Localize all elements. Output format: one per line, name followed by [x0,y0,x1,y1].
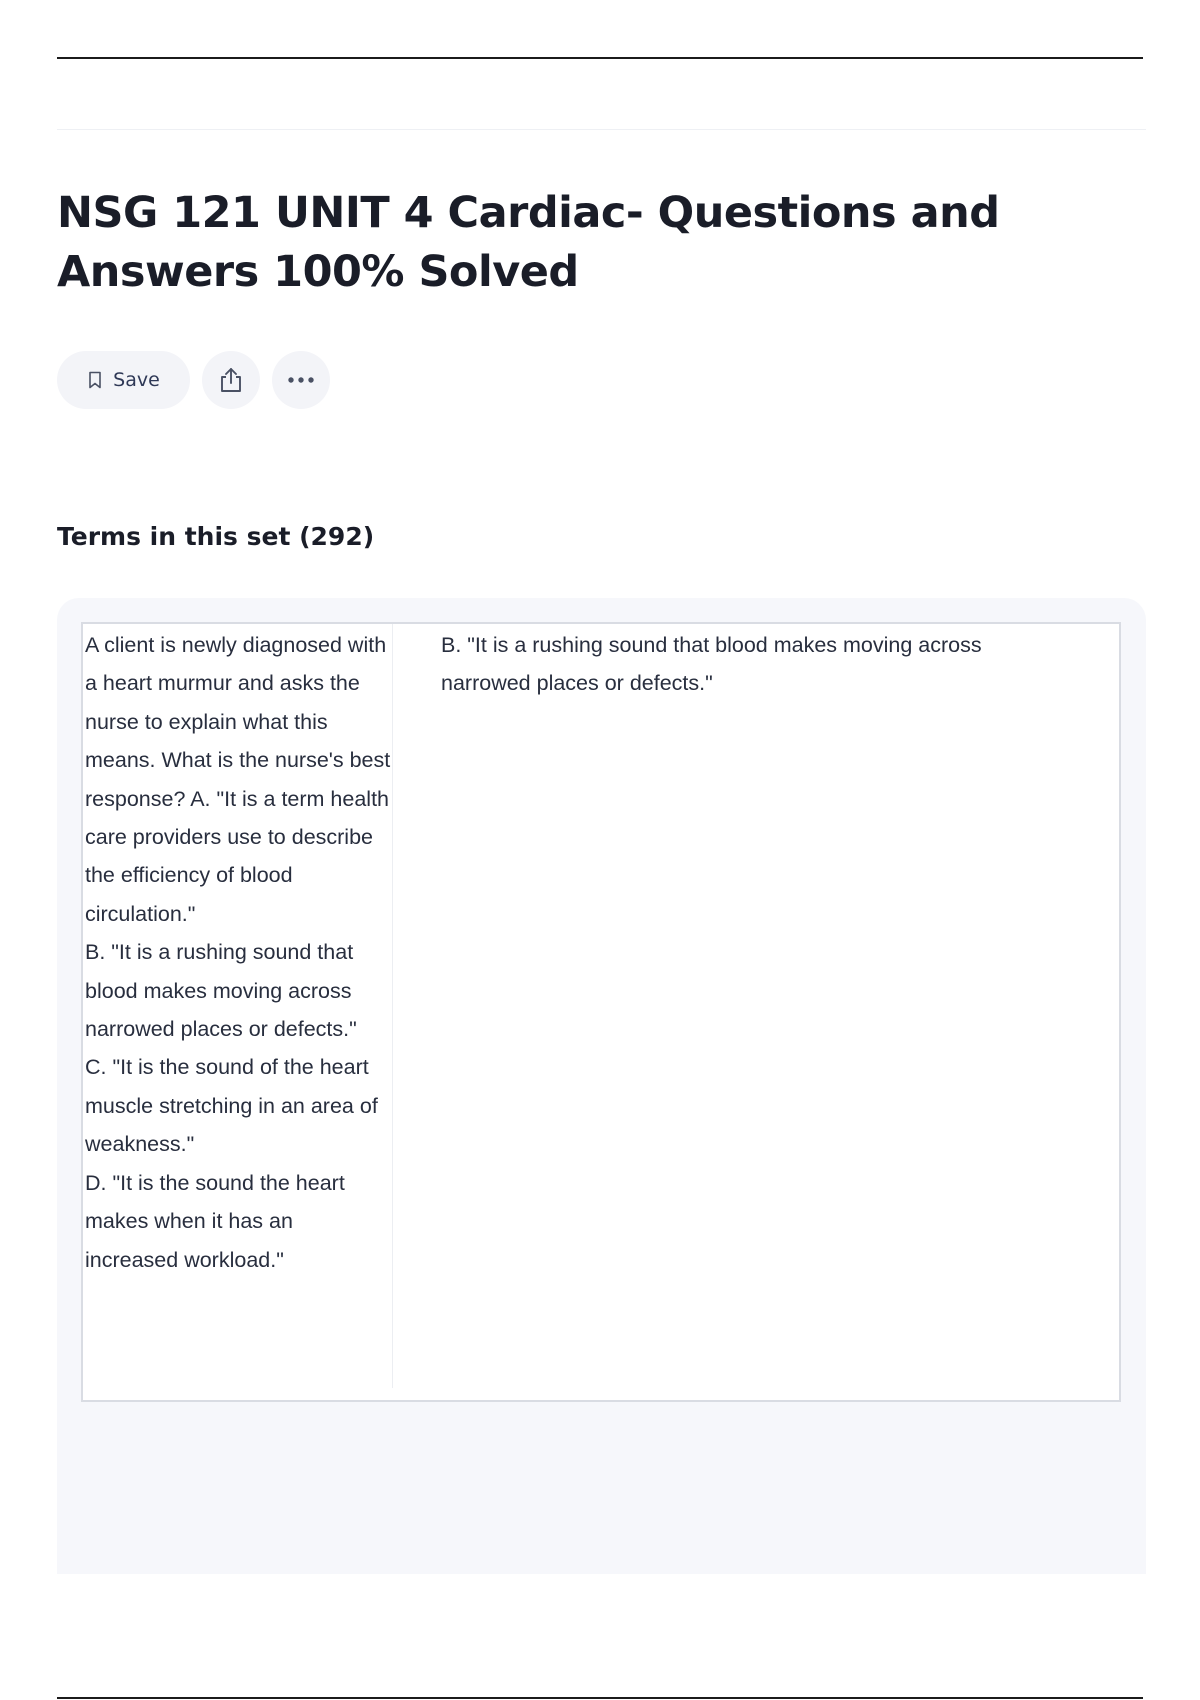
save-button-label: Save [113,369,160,391]
header-divider [57,129,1146,130]
terms-panel [57,598,1146,1574]
page-title: NSG 121 UNIT 4 Cardiac- Questions and Answers 100% Solved [57,188,1000,297]
terms-heading: Terms in this set (292) [57,522,375,551]
action-bar [57,351,330,409]
bookmark-icon [87,370,103,390]
share-button[interactable] [202,351,260,409]
bottom-rule [57,1697,1143,1699]
more-icon [286,376,316,384]
save-button[interactable] [57,351,190,409]
term-text: A client is newly diagnosed with a heart murmur and asks the nurse to explain what this means. What is the nurse's best response? A. "It is a term health care providers use to describe the efficiency of blood circulation." B. "It is a rushing sound that blood makes moving across narrowed places or defects." C. "It is the sound of the heart muscle stretching in an area of weakness." D. "It is the sound the heart makes when it has an increased workload." [83,624,393,1388]
definition-text: B. "It is a rushing sound that blood makes moving across narrowed places or defects." [441,633,982,696]
share-icon [218,366,244,394]
top-rule [57,57,1143,59]
more-options-button[interactable] [272,351,330,409]
term-card[interactable] [81,622,1121,1402]
